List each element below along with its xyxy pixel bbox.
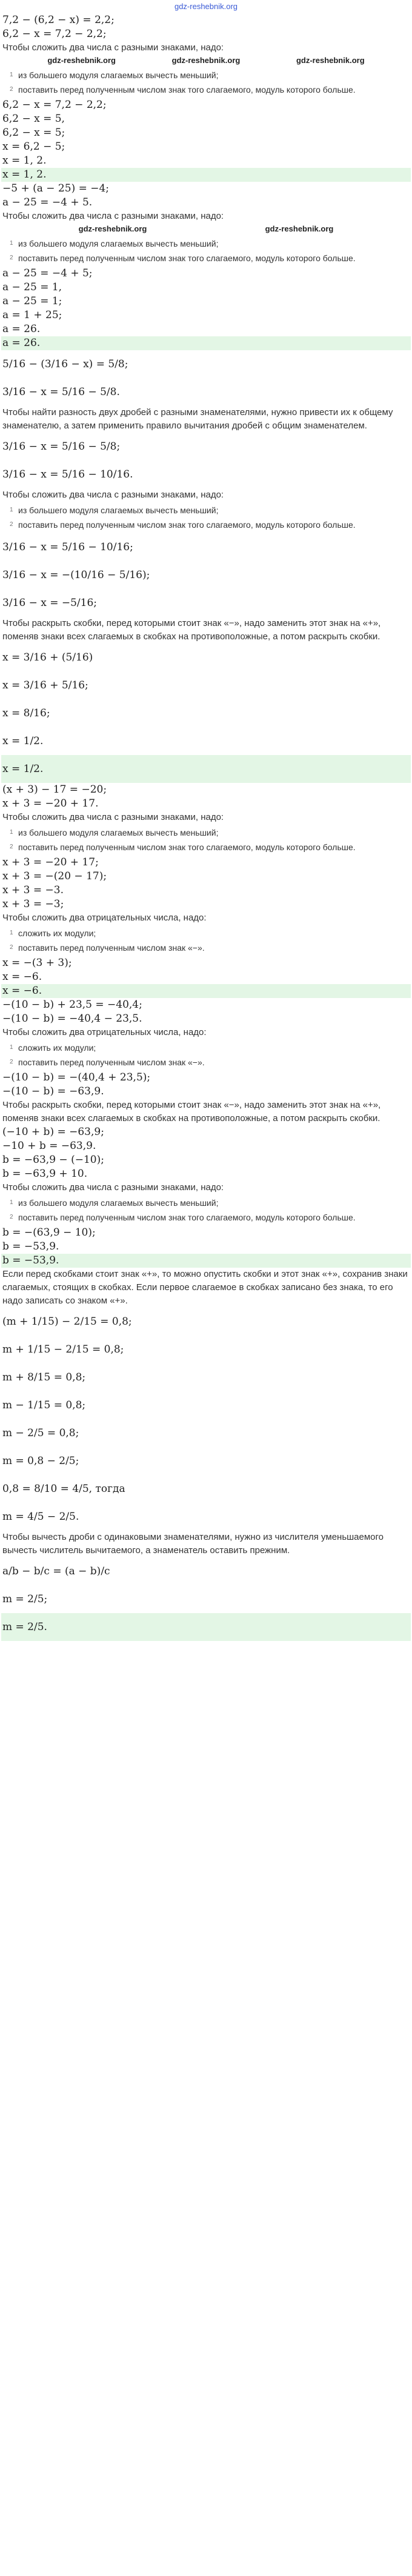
equation-line: b = −53,9. [2,1240,59,1253]
equation-line: x + 3 = −20 + 17. [2,797,99,810]
rule-step: 1 сложить их модули; [10,1043,96,1053]
rule-step: 2 поставить перед полученным числом знак того слагаемого, модуль которого больше. [10,520,356,530]
equation-line: (x + 3) − 17 = −20; [2,784,107,796]
rule-step-text: поставить перед полученным числом знак того слагаемого, модуль которого больше. [18,842,356,852]
equation-line: x + 3 = −3. [2,884,64,896]
equation-line: m − 1/15 = 0,8; [2,1399,86,1411]
rule-text: Если перед скобками стоит знак «+», то можно опустить скобки и этот знак «+», сохранив знаки слагаемых, стоящих в скобках. Если первое слагаемое в скобках записано без знака, то его надо записать со знаком «+». [2,1269,408,1306]
answer-line: x = 1, 2. [1,168,411,182]
watermark: gdz-reshebnik.org [78,224,147,233]
equation-line: 3/16 − x = 5/16 − 10/16; [2,541,133,553]
rule-step-text: поставить перед полученным числом знак того слагаемого, модуль которого больше. [18,253,356,263]
equation-line: a − 25 = 1; [2,295,62,307]
answer-line: m = 2/5. [1,1613,411,1641]
equation-line: m + 8/15 = 0,8; [2,1371,86,1383]
equation-line: 3/16 − x = 5/16 − 5/8; [2,441,121,453]
equation-line: 3/16 − x = −(10/16 − 5/16); [2,569,150,581]
rule-step-text: поставить перед полученным числом знак того слагаемого, модуль которого больше. [18,85,356,95]
equation-line: 3/16 − x = 5/16 − 5/8. [2,386,120,398]
rule-text: Чтобы раскрыть скобки, перед которыми стоит знак «−», надо заменить этот знак на «+», поменяв знаки всех слагаемых в скобках на противоположные, а потом раскрыть скобки. [2,618,381,642]
equation-line: 6,2 − x = 7,2 − 2,2; [2,28,107,40]
site-logo-text[interactable]: gdz-reshebnik.org [174,2,238,11]
equation-line: 3/16 − x = −5/16; [2,597,98,609]
rule-text: Чтобы сложить два числа с разными знаками, надо: [2,42,224,53]
equation-line: −(10 − b) = −(40,4 + 23,5); [2,1071,151,1083]
equation-line: x + 3 = −20 + 17; [2,856,99,868]
equation-line: a = 26. [2,323,41,335]
watermark: gdz-reshebnik.org [171,56,241,65]
rule-step: 1 сложить их модули; [10,928,96,938]
equation-line: (−10 + b) = −63,9; [2,1126,104,1138]
equation-line: −(10 − b) = −40,4 − 23,5. [2,1013,142,1025]
equation-line: m = 0,8 − 2/5; [2,1455,79,1467]
equation-line: x + 3 = −3; [2,898,64,910]
equation-line: b = −63,9 + 10. [2,1168,88,1180]
rule-step: 1 из большего модуля слагаемых вычесть меньший; [10,1198,219,1208]
equation-line: m = 2/5; [2,1593,48,1605]
rule-step: 1 из большего модуля слагаемых вычесть меньший; [10,505,219,515]
site-header [0,0,412,13]
equation-line: x + 3 = −(20 − 17); [2,870,107,882]
watermark: gdz-reshebnik.org [265,224,334,233]
equation-line: x = −6. [2,971,42,983]
equation-line: 0,8 = 8/10 = 4/5, тогда [2,1483,125,1495]
rule-step-text: сложить их модули; [18,1043,96,1053]
equation-line: m + 1/15 − 2/15 = 0,8; [2,1343,124,1356]
rule-step-text: из большего модуля слагаемых вычесть меньший; [18,70,219,80]
equation-line: −10 + b = −63,9. [2,1140,96,1152]
rule-text: Чтобы сложить два отрицательных числа, надо: [2,913,207,923]
equation-line: m = 4/5 − 2/5. [2,1511,79,1523]
equation-line: x = 8/16; [2,707,50,719]
rule-text: Чтобы сложить два числа с разными знаками, надо: [2,1182,224,1193]
watermark: gdz-reshebnik.org [296,56,365,65]
equation-line: 6,2 − x = 5; [2,127,65,139]
rule-text: Чтобы сложить два отрицательных числа, надо: [2,1027,207,1037]
equation-line: 6,2 − x = 7,2 − 2,2; [2,99,107,111]
equation-line: −(10 − b) = −63,9. [2,1085,104,1097]
equation-line: x = −(3 + 3); [2,957,72,969]
rule-step: 1 из большего модуля слагаемых вычесть меньший; [10,70,219,80]
equation-line: x = 3/16 + 5/16; [2,679,88,691]
rule-step: 2 поставить перед полученным числом знак того слагаемого, модуль которого больше. [10,1213,356,1222]
rule-step: 2 поставить перед полученным числом знак «−». [10,1057,205,1067]
rule-step: 2 поставить перед полученным числом знак того слагаемого, модуль которого больше. [10,85,356,95]
equation-line: m − 2/5 = 0,8; [2,1427,79,1439]
equation-line: x = 1/2. [2,735,44,747]
rule-step: 1 из большего модуля слагаемых вычесть меньший; [10,239,219,248]
rule-step-text: поставить перед полученным числом знак «−». [18,1057,205,1067]
equation-line: b = −63,9 − (−10); [2,1154,104,1166]
rule-step: 2 поставить перед полученным числом знак того слагаемого, модуль которого больше. [10,253,356,263]
equation-line: x = 3/16 + (5/16) [2,651,93,664]
equation-line: 7,2 − (6,2 − x) = 2,2; [2,14,115,26]
equation-line: a − 25 = 1, [2,281,62,293]
rule-step-text: сложить их модули; [18,928,96,938]
watermark-row [1,55,411,67]
rule-text: Чтобы сложить два числа с разными знаками, надо: [2,812,224,822]
equation-line: a = 1 + 25; [2,309,62,321]
equation-line: a/b − b/c = (a − b)/c [2,1565,110,1577]
equation-line: (m + 1/15) − 2/15 = 0,8; [2,1316,132,1328]
rule-text: Чтобы найти разность двух дробей с разными знаменателями, нужно привести их к общему знаменателю, а затем применить правило вычитания дробей с общим знаменателем. [2,407,393,431]
equation-line: 6,2 − x = 5, [2,113,65,125]
equation-line: a − 25 = −4 + 5; [2,267,93,279]
equation-line: x = 1, 2. [2,155,47,167]
rule-text: Чтобы сложить два числа с разными знаками, надо: [2,211,224,221]
answer-line: x = 1/2. [1,755,411,783]
rule-step: 1 из большего модуля слагаемых вычесть меньший; [10,828,219,837]
equation-line: 5/16 − (3/16 − x) = 5/8; [2,358,128,370]
answer-line: x = −6. [1,984,411,998]
rule-step-text: поставить перед полученным числом знак того слагаемого, модуль которого больше. [18,1213,356,1222]
watermark-row [1,223,411,235]
equation-line: b = −(63,9 − 10); [2,1226,96,1239]
rule-text: Чтобы раскрыть скобки, перед которыми стоит знак «−», надо заменить этот знак на «+», поменяв знаки всех слагаемых в скобках на противоположные, а потом раскрыть скобки. [2,1100,381,1123]
rule-step-text: поставить перед полученным числом знак «−». [18,943,205,953]
equation-line: a − 25 = −4 + 5. [2,196,93,208]
equation-line: −(10 − b) + 23,5 = −40,4; [2,999,142,1011]
rule-step-text: из большего модуля слагаемых вычесть меньший; [18,505,219,515]
equation-line: 3/16 − x = 5/16 − 10/16. [2,468,133,481]
rule-text: Чтобы вычесть дроби с одинаковыми знаменателями, нужно из числителя уменьшаемого вычесть числитель вычитаемого, а знаменатель оставить прежним. [2,1532,384,1556]
answer-line: a = 26. [1,336,411,350]
rule-text: Чтобы сложить два числа с разными знаками, надо: [2,490,224,500]
rule-step-text: из большего модуля слагаемых вычесть меньший; [18,1198,219,1208]
watermark: gdz-reshebnik.org [47,56,116,65]
equation-line: x = 6,2 − 5; [2,141,65,153]
rule-step: 2 поставить перед полученным числом знак «−». [10,943,205,953]
rule-step-text: из большего модуля слагаемых вычесть меньший; [18,828,219,837]
answer-line: b = −53,9. [1,1254,411,1268]
rule-step: 2 поставить перед полученным числом знак того слагаемого, модуль которого больше. [10,842,356,852]
solution-content [0,13,412,1641]
rule-step-text: из большего модуля слагаемых вычесть меньший; [18,239,219,248]
equation-line: −5 + (a − 25) = −4; [2,182,110,195]
rule-step-text: поставить перед полученным числом знак того слагаемого, модуль которого больше. [18,520,356,530]
